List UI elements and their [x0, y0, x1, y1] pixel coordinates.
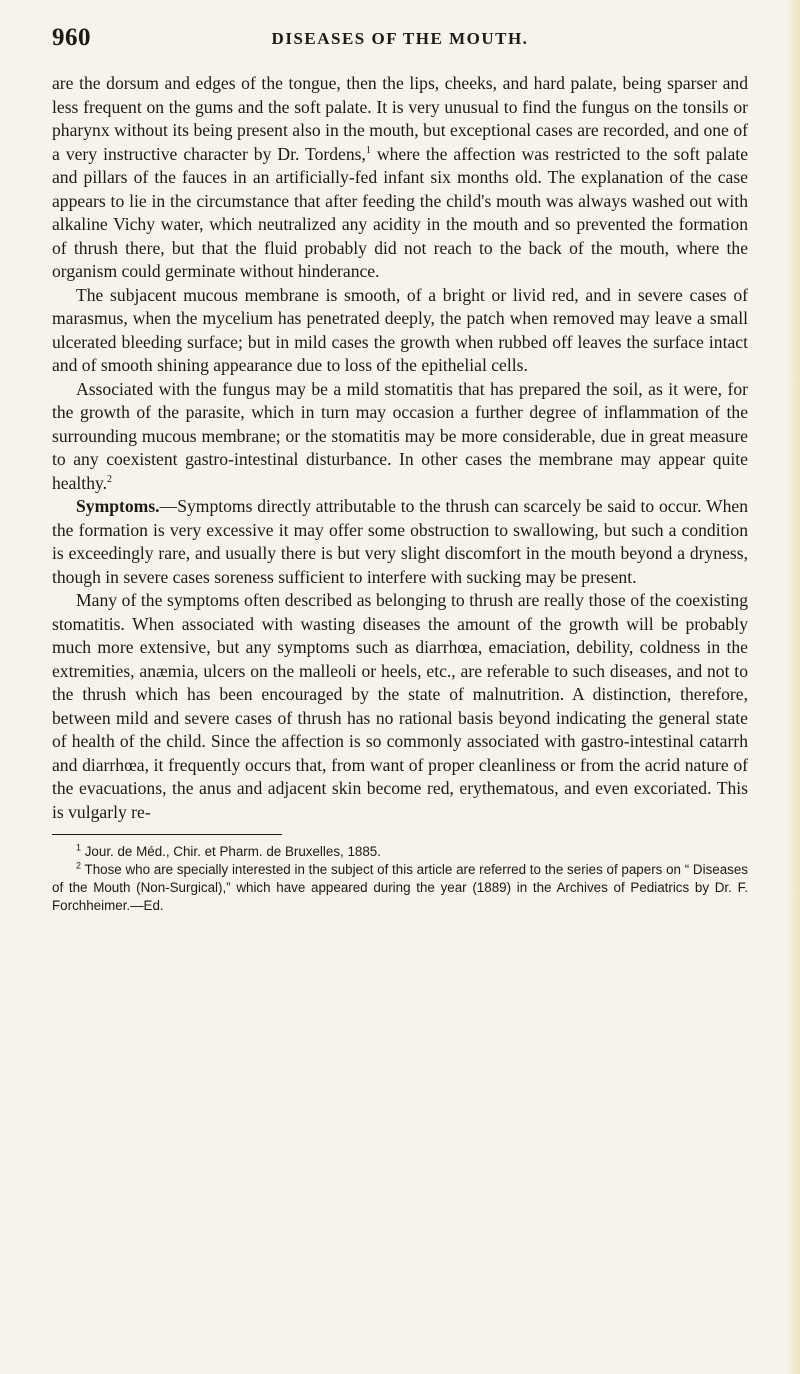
running-title: DISEASES OF THE MOUTH. — [271, 29, 529, 48]
page-number: 960 — [52, 24, 91, 51]
paragraph-3-text: Associated with the fungus may be a mild stomatitis that has prepared the soil, as it were, for the growth of the parasite, which in turn may occasion a further degree of inflammation of the surrounding mucous membrane; or the stomatitis may be more considerable, due in great measure to any coexistent gastro-intestinal disturbance. In other cases the membrane may appear quite healthy. — [52, 378, 748, 493]
footnote-1 — [52, 843, 748, 861]
body-text — [52, 72, 748, 824]
footnote-2-mark: 2 — [76, 860, 82, 871]
footnote-2 — [52, 861, 748, 915]
footnote-1-mark: 1 — [76, 842, 82, 853]
paragraph-1-text-rest: where the affection was restricted to the soft palate and pillars of the fauces in an artificially-fed infant six months old. The explanation of the case appears to lie in the circumstance that after feeding the child's mouth was always washed out with alkaline Vichy water, which neutralized any acidity in the mouth and so prevented the formation of thrush there, but that the fluid probably did not reach to the back of the mouth, where the organism could germinate without hinderance. — [52, 143, 749, 281]
footnote-ref-1: 1 — [365, 144, 371, 156]
paragraph-1 — [52, 72, 748, 284]
footnote-2-text: Those who are specially interested in the subject of this article are referred to the series of papers on “ Diseases of the Mouth (Non-Surgical),” which have appeared during the year (1889) in the Archives of Pediatrics by Dr. F. Forchheimer.—Ed. — [52, 862, 748, 913]
paragraph-1-text: are the dorsum and edges of the tongue, then the lips, cheeks, and hard palate, being sparser and less frequent on the gums and the soft palate. It is very unusual to find the fungus on the tonsils or pharynx without its being present also in the mouth, but exceptional cases are recorded, and one of a very instructive character by Dr. Tordens, — [52, 73, 748, 164]
symptoms-heading: Symptoms. — [76, 496, 160, 516]
paragraph-4 — [52, 495, 748, 589]
running-head — [52, 24, 748, 54]
paragraph-4-text: —Symptoms directly attributable to the thrush can scarcely be said to occur. When the formation is very excessive it may offer some obstruction to swallowing, but such a condition is exceedingly rare, and usually there is but very slight discomfort in the mouth beyond a dryness, though in severe cases soreness sufficient to interfere with sucking may be present. — [52, 496, 748, 587]
page-edge-shading — [786, 0, 800, 1374]
footnotes — [52, 843, 748, 915]
paragraph-2: The subjacent mucous membrane is smooth, of a bright or livid red, and in severe cases of marasmus, when the mycelium has penetrated deeply, the patch when removed may leave a small ulcerated bleeding surface; but in mild cases the growth when rubbed off leaves the surface intact and of smooth shining appearance due to loss of the epithelial cells. — [52, 284, 748, 375]
footnote-ref-2: 2 — [107, 473, 113, 485]
footnote-divider — [52, 834, 282, 835]
paragraph-5: Many of the symptoms often described as belonging to thrush are really those of the coexisting stomatitis. When associated with wasting diseases the amount of the growth will be probably much more extensive, but any symptoms such as diarrhœa, emaciation, debility, coldness in the extremities, anæmia, ulcers on the malleoli or heels, etc., are referable to such diseases, and not to the thrush which has been encouraged by the state of malnutrition. A distinction, therefore, between mild and severe cases of thrush has no rational basis beyond indicating the general state of health of the child. Since the affection is so commonly associated with gastro-intestinal catarrh and diarrhœa, it frequently occurs that, from want of proper cleanliness or from the acrid nature of the evacuations, the anus and adjacent skin become red, erythematous, and even excoriated. This is vulgarly re- — [52, 590, 748, 822]
footnote-1-text: Jour. de Méd., Chir. et Pharm. de Bruxelles, 1885. — [81, 844, 381, 859]
paragraph-3 — [52, 378, 748, 496]
